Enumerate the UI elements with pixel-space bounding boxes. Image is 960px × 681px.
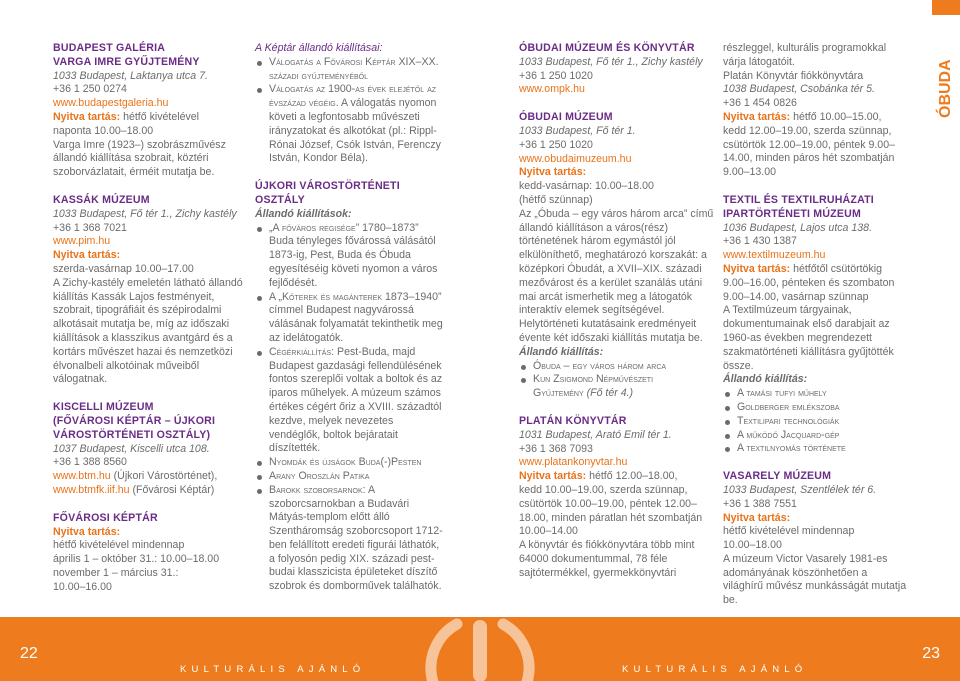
website-link[interactable]: www.budapestgaleria.hu (53, 97, 169, 110)
website-note: (Fővárosi Képtár) (129, 483, 215, 496)
obudai-muzeum-konyvtar-section (519, 42, 714, 97)
hours-label: Nyitva tartás: (723, 262, 791, 275)
obudai-muzeum-title: ÓBUDAI MÚZEUM (519, 111, 613, 124)
platan-title: PLATÁN KÖNYVTÁR (519, 414, 627, 427)
website-link[interactable]: www.ompk.hu (519, 83, 585, 96)
vasarely-section (723, 470, 908, 608)
website-link[interactable]: www.textilmuzeum.hu (723, 249, 826, 262)
keptar-exhibitions-list (255, 56, 445, 166)
list-item: Nyomdák és újságok Buda(-)Pesten (255, 456, 445, 470)
address: 1037 Budapest, Kiscelli utca 108. (53, 442, 210, 455)
description: A könyvtár és fiókkönyvtára több mint 64000 dokumentummal, 78 féle sajtótermékkel, gyermekkönyvtári (519, 539, 695, 579)
address: 1033 Budapest, Fő tér 1., Zichy kastély (519, 55, 703, 68)
kassak-title: KASSÁK MÚZEUM (53, 193, 150, 206)
phone: +36 1 454 0826 (723, 97, 797, 110)
list-item: „A főváros regisége” 1780–1873” Buda tényleges fővárossá válásától 1873-ig, Pest, Buda és Óbuda egyesítéséig követi nyomon a város fejlődését. (255, 222, 445, 291)
hours-line: hétfő kivételével mindennap (723, 525, 855, 538)
hours-line: hétfő kivételével mindennap (53, 539, 185, 552)
column-3 (519, 42, 714, 580)
hours-value: hétfő 10.00–15.00, (790, 110, 882, 123)
phone: +36 1 368 7093 (519, 442, 593, 455)
hours-line: április 1 – október 31.: 10.00–18.00 (53, 553, 220, 566)
textil-list (723, 387, 908, 456)
budapest-galeria-title: BUDAPEST GALÉRIA (53, 42, 166, 54)
address: 1036 Budapest, Lajos utca 138. (723, 221, 873, 234)
phone: +36 1 250 1020 (519, 69, 593, 82)
hours-value: hétfő 12.00–18.00, (586, 470, 678, 483)
page-number-right: 23 (922, 645, 940, 662)
varga-imre-title: VARGA IMRE GYŰJTEMÉNY (53, 55, 200, 68)
obuda-brand-logo (934, 38, 954, 118)
hours-line: november 1 – március 31.: (53, 566, 179, 579)
kiscelli-subtitle-2: VÁROSTÖRTÉNETI OSZTÁLY) (53, 428, 211, 441)
platan-section (519, 415, 714, 581)
ujkori-list (255, 222, 445, 595)
permanent-label: Állandó kiállítások: (255, 207, 352, 220)
hours-label: Nyitva tartás: (519, 166, 587, 179)
description: A Zichy-kastély emeletén látható állandó kiállítás Kassák Lajos festményeit, szobrait, tipográfiáit és szépirodalmi alkotásait mutatja be, míg az időszaki kiállítások a klasszikus avantgárd és a kortárs művészet hazai és nemzetközi élvonalbeli alkotóinak műveiből válogatnak. (53, 276, 243, 386)
textil-subtitle: IPARTÖRTÉNETI MÚZEUM (723, 207, 861, 220)
website-link-btmfk[interactable]: www.btmfk.iif.hu (53, 483, 130, 496)
address: 1033 Budapest, Laktanya utca 7. (53, 69, 208, 82)
hours-description: 9.00–16.00, pénteken és szombaton 9.00–14.00, vasárnap szünnap (723, 276, 895, 303)
list-item: Cégérkiállítás: Pest-Buda, majd Budapest gazdasági fellendülésének fontos szereplői voltak a boltok és az iparos műhelyek. A múzeum számos értékes cégért őriz a XVIII. századtól kezdve, melyek nevezetes vendéglők, boltok bejáratait díszítették. (255, 346, 445, 456)
column-1 (53, 42, 243, 594)
obuda-brand-text: ÓBUDA (937, 59, 954, 118)
fovarosi-keptar-section (53, 512, 243, 595)
obudai-list (519, 360, 714, 401)
address: 1038 Budapest, Csobánka tér 5. (723, 83, 875, 96)
fiok-section (723, 70, 908, 180)
permanent-label: Állandó kiállítás: (519, 345, 604, 358)
description: Az „Óbuda – egy város három arca” című állandó kiállításon a város(rész) történetének három egymástól jól elkülöníthető, meghatározó korszakát: a középkori Óbudát, a XVII–XIX. századi mezővárost és a kerület szanálás utáni mai arcát ismerhetik meg a látogatók interaktív elemek segítségével. Helytörténeti kutatásaink eredményeit évente két időszaki kiállítás mutatja be. (519, 207, 714, 344)
phone: +36 1 388 8560 (53, 456, 127, 469)
list-item: A textilnyomás története (723, 442, 908, 456)
list-item: A tamási tufyi műhely (723, 387, 908, 401)
platan-continued: részleggel, kulturális programokkal várja látogatóit. (723, 42, 887, 68)
page-number-left: 22 (20, 645, 38, 662)
hours-line: (hétfő szünnap) (519, 193, 593, 206)
description: A múzeum Victor Vasarely 1981-es adományának köszönhetően a világhírű művész munkásságát mutatja be. (723, 552, 907, 607)
textil-title: TEXTIL ÉS TEXTILRUHÁZATI (723, 193, 874, 206)
list-item: Válogatás a Fővárosi Képtár XIX–XX. századi gyűjteményéből (255, 56, 445, 84)
website-link[interactable]: www.obudaimuzeum.hu (519, 152, 632, 165)
column-2 (255, 42, 445, 594)
website-link-btm[interactable]: www.btm.hu (53, 470, 111, 483)
phone: +36 1 250 1020 (519, 138, 593, 151)
hours-label: Nyitva tartás: (53, 110, 121, 123)
address: 1031 Budapest, Arató Emil tér 1. (519, 428, 672, 441)
omk-title: ÓBUDAI MÚZEUM ÉS KÖNYVTÁR (519, 42, 695, 54)
hours-line: kedd-vasárnap: 10.00–18.00 (519, 180, 654, 193)
kiscelli-title: KISCELLI MÚZEUM (53, 401, 154, 414)
hours-line: naponta 10.00–18.00 (53, 124, 154, 137)
website-note: (Újkori Várostörténet), (110, 470, 218, 483)
fiok-title: Platán Könyvtár fiókkönyvtára (723, 69, 864, 82)
vasarely-title: VASARELY MÚZEUM (723, 470, 832, 483)
permanent-label: Állandó kiállítás: (723, 373, 808, 386)
list-item: Textilipari technológiák (723, 415, 908, 429)
hours-line: 10.00–16.00 (53, 580, 112, 593)
textil-section (723, 194, 908, 456)
phone: +36 1 430 1387 (723, 235, 797, 248)
hours-value: hétfő kivételével (120, 110, 200, 123)
list-item: A működő Jacquard-gép (723, 429, 908, 443)
hours-label: Nyitva tartás: (723, 110, 791, 123)
kiscelli-subtitle-1: (FŐVÁROSI KÉPTÁR – ÚJKORI (53, 414, 216, 427)
list-item: Arany Oroszlán Patika (255, 470, 445, 484)
list-item: A „Kőterek és magánterek 1873–1940” címmel Budapest nagyvárossá válásának folyamatát tekinthetik meg az idelátogatók. (255, 291, 445, 346)
description: Varga Imre (1923–) szobrászművész állandó kiállítása szobrait, köztéri szoborvázlatait, érméit mutatja be. (53, 138, 226, 179)
address: 1033 Budapest, Fő tér 1. (519, 124, 636, 137)
ujkori-subtitle: OSZTÁLY (255, 193, 305, 206)
phone: +36 1 368 7021 (53, 221, 127, 234)
list-item: Óbuda – egy város három arca (519, 360, 714, 374)
phone: +36 1 388 7551 (723, 497, 797, 510)
ujkori-title: ÚJKORI VÁROSTÖRTÉNETI (255, 180, 400, 193)
keptar-exhibitions-heading: A Képtár állandó kiállításai: (255, 42, 383, 54)
phone: +36 1 250 0274 (53, 83, 127, 96)
hours-description: kedd 10.00–19.00, szerda szünnap, csütörtök 10.00–19.00, péntek 12.00–18.00, minden páratlan hét szombatján 10.00–14.00 (519, 483, 703, 538)
ujkori-section (255, 180, 445, 594)
address: 1033 Budapest, Fő tér 1., Zichy kastély (53, 207, 237, 220)
hours-label: Nyitva tartás: (723, 511, 791, 524)
corner-tab (932, 0, 960, 15)
list-item: Barokk szoborsarnok: A szoborcsarnokban a Budavári Mátyás-templom előtt álló Szentháromság szoborcsoport 1712-ben felállított eredeti figurái láthatók, a folyosón pedig XIX. századi pest-budai klasszicista épületeket díszítő szobrok és domborművek találhatók. (255, 484, 445, 594)
website-link[interactable]: www.pim.hu (53, 235, 111, 248)
list-item: Goldberger emlékszoba (723, 401, 908, 415)
description: A Textilmúzeum tárgyainak, dokumentumainak első darabjait az 1960-as években megrendezett szakmatörténeti kiállításra gyűjtötték össze. (723, 304, 894, 372)
list-item: Kun Zsigmond Népművészeti Gyűjtemény (Fő tér 4.) (519, 373, 714, 401)
keptar-title: FŐVÁROSI KÉPTÁR (53, 511, 158, 524)
obuda-center-logo-icon (415, 598, 545, 681)
budapest-galeria-section (53, 42, 243, 180)
hours-description: kedd 12.00–19.00, szerda szünnap, csütörtök 12.00–19.00, péntek 9.00–14.00, minden páros hét szombatján 9.00–13.00 (723, 124, 895, 179)
hours-label: Nyitva tartás: (53, 249, 121, 262)
column-4 (723, 42, 908, 608)
obudai-muzeum-section (519, 111, 714, 401)
hours-value: szerda-vasárnap 10.00–17.00 (53, 262, 194, 275)
hours-value: hétfőtől csütörtökig (790, 262, 882, 275)
hours-label: Nyitva tartás: (519, 470, 587, 483)
footer-label-left: KULTURÁLIS AJÁNLÓ (180, 664, 366, 675)
kiscelli-section (53, 401, 243, 498)
hours-label: Nyitva tartás: (53, 525, 121, 538)
hours-line: 10.00–18.00 (723, 539, 782, 552)
list-item: Válogatás az 1900-as évek elejétől az évszázad végéig. A válogatás nyomon követi a legfontosabb művészeti irányzatokat és alkotókat (pl.: Rippl-Rónai József, Csók István, Ferenczy István, Kondor Béla). (255, 83, 445, 166)
kassak-section (53, 194, 243, 387)
website-link[interactable]: www.platankonyvtar.hu (519, 456, 628, 469)
footer-label-right: KULTURÁLIS AJÁNLÓ (622, 664, 808, 675)
address: 1033 Budapest, Szentlélek tér 6. (723, 483, 877, 496)
